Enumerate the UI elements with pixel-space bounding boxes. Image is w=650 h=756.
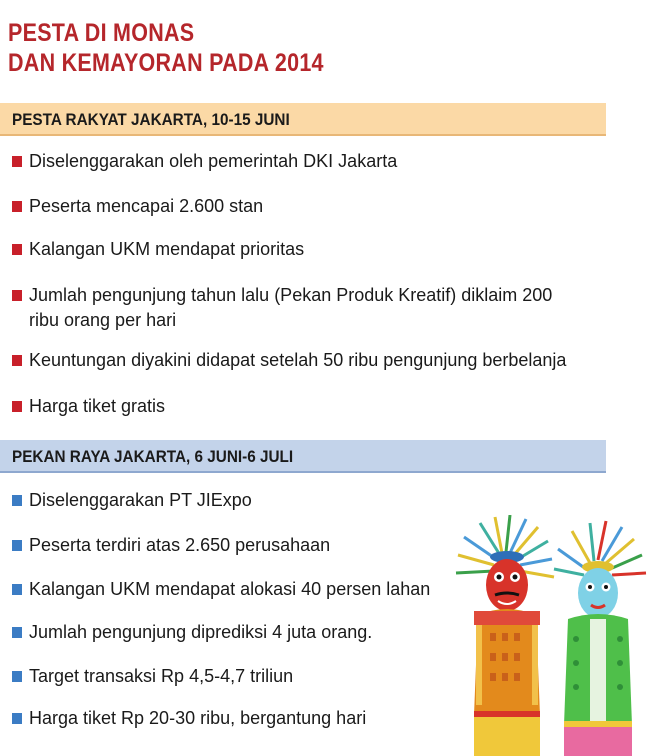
ondel-ondel-female-icon: [554, 521, 646, 756]
bullet-icon: [12, 540, 22, 551]
list-item: Kalangan UKM mendapat alokasi 40 persen lahan: [12, 577, 430, 602]
bullet-icon: [12, 627, 22, 638]
bullet-icon: [12, 156, 22, 167]
bullet-icon: [12, 355, 22, 366]
list-item: Kalangan UKM mendapat prioritas: [12, 237, 304, 262]
bullet-icon: [12, 401, 22, 412]
list-item: Peserta mencapai 2.600 stan: [12, 194, 263, 219]
title-line-2: DAN KEMAYORAN PADA 2014: [8, 49, 324, 77]
bullet-icon: [12, 244, 22, 255]
list-item: Peserta terdiri atas 2.650 perusahaan: [12, 533, 330, 558]
bullet-icon: [12, 713, 22, 724]
ondel-ondel-male-icon: [456, 515, 554, 756]
bullet-icon: [12, 290, 22, 301]
list-item: Diselenggarakan oleh pemerintah DKI Jakarta: [12, 149, 397, 174]
list-item: Jumlah pengunjung tahun lalu (Pekan Produk Kreatif) diklaim 200 ribu orang per hari: [12, 283, 552, 333]
list-item: Keuntungan diyakini didapat setelah 50 ribu pengunjung berbelanja: [12, 348, 566, 373]
list-item: Target transaksi Rp 4,5-4,7 triliun: [12, 664, 293, 689]
list-item: Harga tiket gratis: [12, 394, 165, 419]
bullet-icon: [12, 201, 22, 212]
list-item: Diselenggarakan PT JIExpo: [12, 488, 252, 513]
section-heading-pesta-rakyat: PESTA RAKYAT JAKARTA, 10-15 JUNI: [0, 103, 606, 136]
bullet-icon: [12, 671, 22, 682]
ondel-ondel-illustration: [440, 515, 650, 756]
page-title: [8, 18, 324, 78]
section-heading-pekan-raya: PEKAN RAYA JAKARTA, 6 JUNI-6 JULI: [0, 440, 606, 473]
bullet-icon: [12, 584, 22, 595]
bullet-icon: [12, 495, 22, 506]
list-item: Jumlah pengunjung diprediksi 4 juta orang.: [12, 620, 372, 645]
list-item: Harga tiket Rp 20-30 ribu, bergantung hari: [12, 706, 366, 731]
title-line-1: PESTA DI MONAS: [8, 19, 195, 47]
